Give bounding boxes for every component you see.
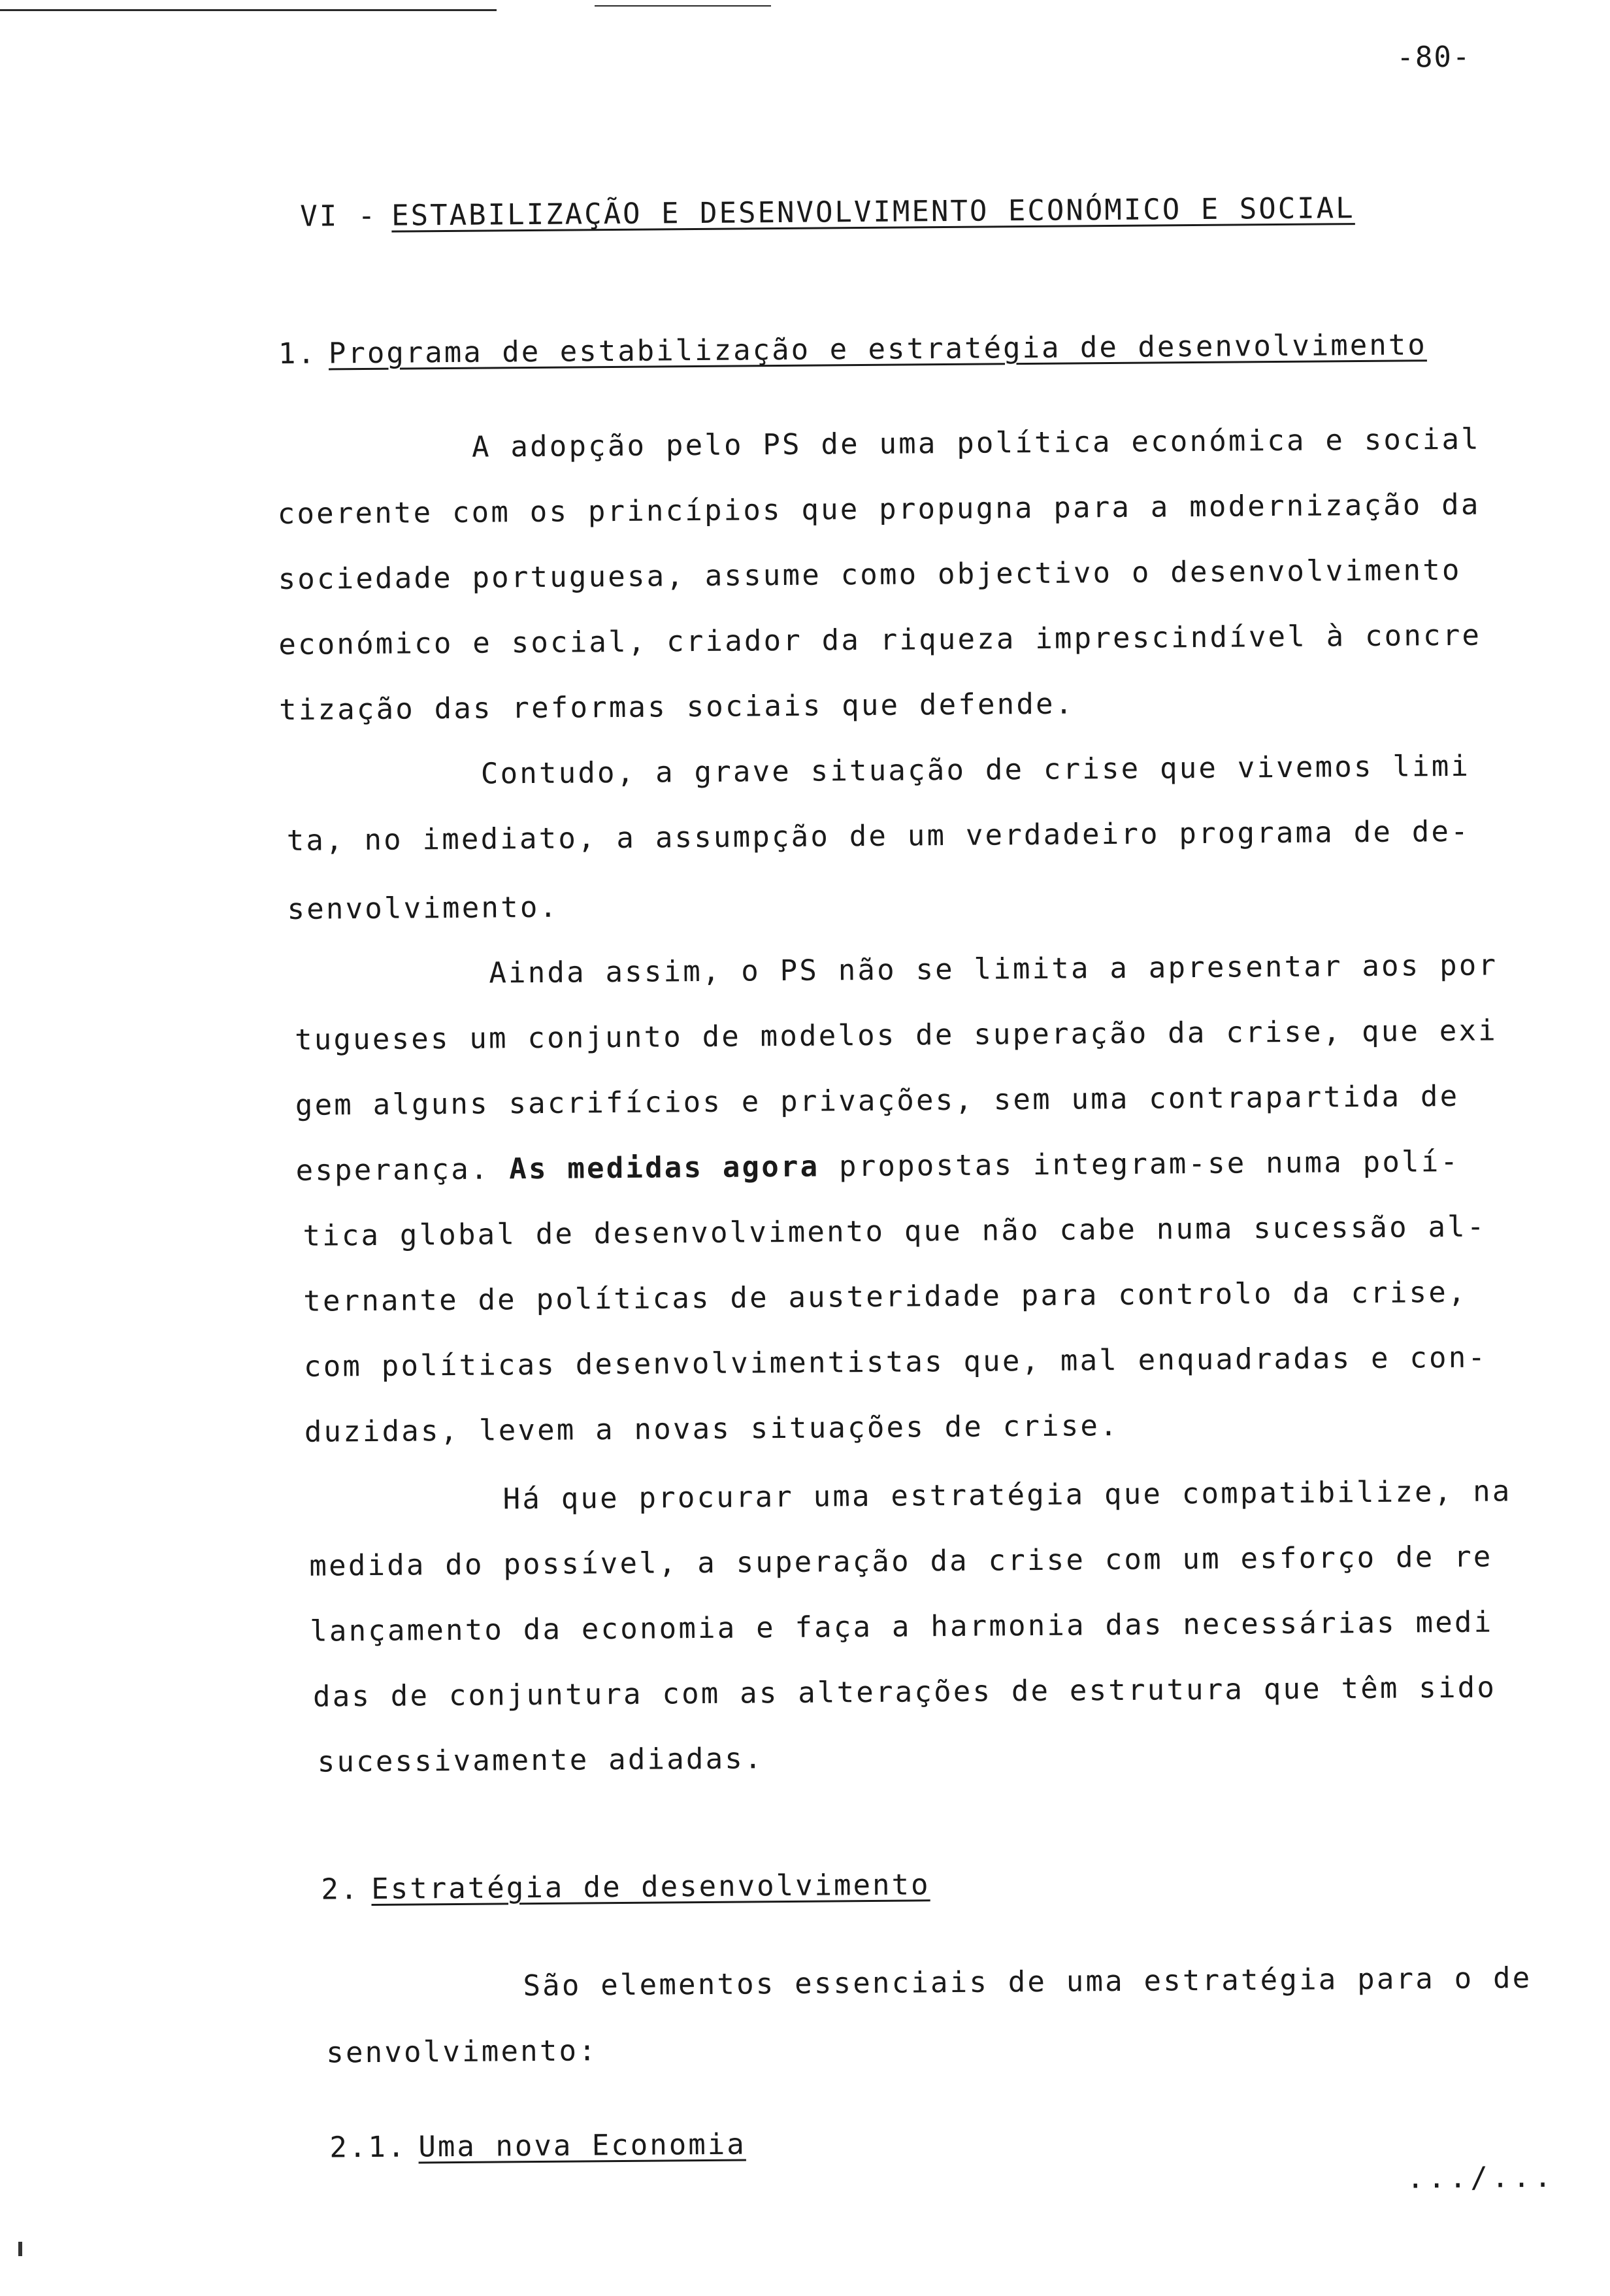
paragraph-3-line-mixed bbox=[295, 1145, 1460, 1188]
chapter-number: VI - bbox=[300, 199, 378, 233]
paragraph-5-line: São elementos essenciais de uma estratégia para o de bbox=[523, 1961, 1532, 2003]
section-2-title: Estratégia de desenvolvimento bbox=[371, 1868, 930, 1906]
paragraph-5-line: senvolvimento: bbox=[326, 2034, 599, 2070]
paragraph-4-line: Há que procurar uma estratégia que compatibilize, na bbox=[502, 1474, 1512, 1516]
scan-speck bbox=[18, 2242, 22, 2256]
section-1-title: Programa de estabilização e estratégia de desenvolvimento bbox=[328, 328, 1427, 371]
section-2-1-heading bbox=[329, 2128, 746, 2165]
paragraph-3-line: tica global de desenvolvimento que não cabe numa sucessão al- bbox=[303, 1210, 1487, 1253]
paragraph-1-line: tização das reformas sociais que defende. bbox=[278, 687, 1075, 727]
paragraph-4-line: sucessivamente adiadas. bbox=[317, 1742, 764, 1779]
paragraph-3-text: propostas integram-se numa polí- bbox=[838, 1144, 1460, 1184]
paragraph-4-line: lançamento da economia e faça a harmonia das necessárias medi bbox=[310, 1605, 1494, 1648]
paragraph-3-line: ternante de políticas de austeridade para controlo da crise, bbox=[303, 1275, 1468, 1318]
paragraph-4-line: medida do possível, a superação da crise com um esforço de re bbox=[309, 1540, 1493, 1583]
chapter-heading bbox=[300, 191, 1355, 233]
chapter-title: ESTABILIZAÇÃO E DESENVOLVIMENTO ECONÓMICO E SOCIAL bbox=[391, 191, 1355, 233]
section-2-number: 2. bbox=[321, 1872, 360, 1906]
page-number: -80- bbox=[1396, 40, 1471, 75]
paragraph-3-line: com políticas desenvolvimentistas que, mal enquadradas e con- bbox=[303, 1340, 1488, 1384]
paragraph-2-line: ta, no imediato, a assumpção de um verdadeiro programa de de- bbox=[286, 814, 1470, 857]
continuation-mark: .../... bbox=[1406, 2160, 1556, 2195]
section-1-number: 1. bbox=[278, 337, 318, 371]
paragraph-4-line: das de conjuntura com as alterações de estrutura que têm sido bbox=[312, 1671, 1497, 1714]
paragraph-2-line: Contudo, a grave situação de crise que vivemos limi bbox=[480, 749, 1471, 791]
paragraph-3-line: gem alguns sacrifícios e privações, sem uma contrapartida de bbox=[295, 1079, 1460, 1122]
section-2-1-title: Uma nova Economia bbox=[418, 2127, 746, 2164]
paragraph-2-line: senvolvimento. bbox=[287, 890, 559, 926]
paragraph-1-line: A adopção pelo PS de uma política económica e social bbox=[471, 422, 1481, 464]
section-1-heading bbox=[278, 328, 1427, 371]
section-2-heading bbox=[321, 1868, 930, 1906]
paragraph-3-line: tugueses um conjunto de modelos de superação da crise, que exi bbox=[294, 1014, 1498, 1057]
paragraph-1-line: económico e social, criador da riqueza imprescindível à concre bbox=[278, 618, 1482, 662]
paragraph-3-line: Ainda assim, o PS não se limita a apresentar aos por bbox=[489, 948, 1498, 990]
paragraph-3-line: duzidas, levem a novas situações de crise. bbox=[304, 1408, 1119, 1449]
paragraph-3-text: esperança. bbox=[295, 1152, 490, 1188]
paragraph-1-line: sociedade portuguesa, assume como objectivo o desenvolvimento bbox=[278, 553, 1462, 597]
paragraph-1-line: coerente com os princípios que propugna para a modernização da bbox=[277, 488, 1481, 531]
section-2-1-number: 2.1. bbox=[329, 2130, 407, 2165]
paragraph-3-bold-text: As medidas agora bbox=[509, 1150, 820, 1186]
